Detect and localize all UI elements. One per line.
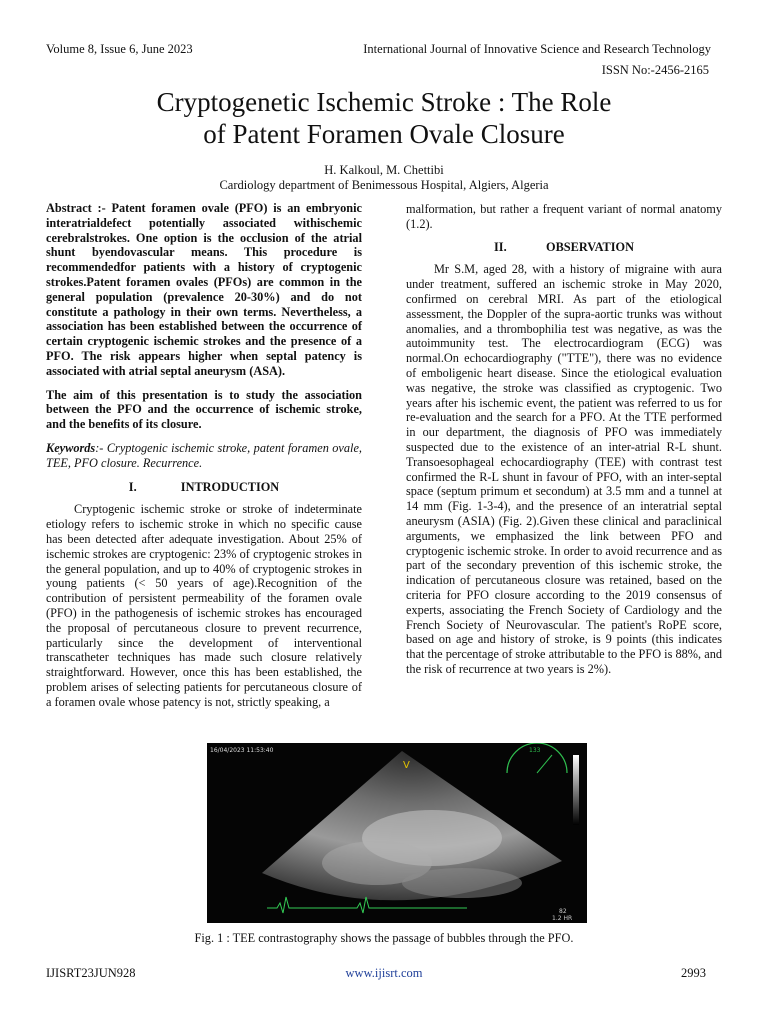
- journal-name: International Journal of Innovative Science and Research Technology: [363, 42, 711, 56]
- keywords-text: :- Cryptogenic ischemic stroke, patent foramen ovale, TEE, PFO closure. Recurrence.: [46, 440, 362, 470]
- section-heading-observation: [406, 240, 722, 255]
- author-affiliation: Cardiology department of Benimessous Hospital, Algiers, Algeria: [219, 178, 549, 192]
- paper-title: [60, 86, 708, 150]
- page-number: 2993: [681, 966, 706, 980]
- echo-timestamp: 16/04/2023 11:53:40: [210, 747, 274, 754]
- introduction-continued: malformation, but rather a frequent variant of normal anatomy (1.2).: [406, 202, 722, 231]
- right-column: [406, 202, 722, 677]
- section-number: II.: [494, 239, 507, 254]
- probe-angle-value: 133: [529, 747, 541, 754]
- probe-angle-needle: [537, 755, 552, 773]
- observation-paragraph: Mr S.M, aged 28, with a history of migraine with aura under treatment, suffered an ischemic stroke in May 2020, confirmed on cerebral MRI. As part of the etiological assessment, the Doppler of the supra-aortic trunks was without anomalies, and a thrombophilia test was negative, as was the autoimmunity test. The electrocardiogram (ECG) was normal.On echocardiography ("TTE"), there was no evidence of emboligenic heart disease. Since the etiological evaluation was negative, the stroke was classified as cryptogenic. Two years after his ischemic event, the patient was referred to us for re-evaluation and the search for a PFO. At the TTE performed in our department, the diagnosis of PFO was immediately suspected due to the existence of an inter-atrial R-L shunt. Transoesophageal echocardiography (TEE) with contrast test confirmed the R-L shunt in favour of PFO, with an inter-septal space (septum primum et secondum) at 3.5 mm and a tunnel at 14 mm (Fig. 1-3-4), and the presence of an interatrial septal aneurysm (ASIA) (Fig. 2).Given these clinical and paraclinical arguments, we emphasized the link between PFO and cryptogenic ischemic stroke. In order to avoid recurrence and as part of the secondary prevention of this ischemic stroke, the indication of percutaneous closure was retained, based on the criteria for PFO closure according to the 2019 consensus of experts, associating the French Society of Cardiology and the French Society of Neurovascular. The patient's RoPE score, based on age and history of stroke, is 9 points (this indicates that the percentage of stroke attributable to the PFO is 88%, and the risk of recurrence at two years is 2%).: [406, 262, 722, 676]
- section-title: OBSERVATION: [546, 239, 634, 254]
- tee-echo-image: [207, 743, 587, 923]
- bubble-cloud: [402, 868, 522, 898]
- section-title: INTRODUCTION: [180, 479, 280, 494]
- journal-url-link[interactable]: www.ijisrt.com: [345, 966, 423, 980]
- abstract-paragraph: Abstract :- Patent foramen ovale (PFO) is an embryonic interatrialdefect potentially associated withischemic cerebralstrokes. One option is the occlusion of the atrial shunt byendovascular means. This procedure is recommendedfor patients with a history of cryptogenic strokes.Patent foramen ovales (PFOs) are common in the general population (prevalence 20-30%) and do not constitute a pathology in their own terms. Nevertheless, a association has been established between the occurrence of certain cryptogenic ischemic strokes and the presence of a PFO. The risk appears higher when septal patency is associated with atrial septal aneurysm (ASA).: [46, 201, 362, 378]
- section-heading-introduction: [46, 480, 362, 495]
- frame-rate: 82: [559, 908, 567, 915]
- paper-code: IJISRT23JUN928: [46, 966, 136, 980]
- keywords-label: Keywords: [46, 440, 96, 455]
- heart-rate: 1.2 HR: [552, 915, 573, 922]
- figure-caption: Fig. 1 : TEE contrastography shows the passage of bubbles through the PFO.: [194, 931, 574, 945]
- author-names: H. Kalkoul, M. Chettibi: [324, 163, 444, 177]
- volume-issue: Volume 8, Issue 6, June 2023: [46, 42, 193, 56]
- orientation-marker: V: [403, 760, 410, 771]
- section-number: I.: [128, 479, 137, 494]
- title-line-1: Cryptogenetic Ischemic Stroke : The Role: [156, 87, 612, 117]
- grayscale-bar: [573, 755, 579, 825]
- title-line-2: of Patent Foramen Ovale Closure: [203, 119, 565, 149]
- issn-number: ISSN No:-2456-2165: [601, 63, 709, 77]
- introduction-paragraph: Cryptogenic ischemic stroke or stroke of indeterminate etiology refers to ischemic stroke in which no specific cause has been detected after adequate investigation. About 25% of ischemic strokes are cryptogenic: 23% of cryptogenic strokes in the general population, and up to 40% of cryptogenic strokes in young patients (< 50 years of age).Recognition of the contribution of persistent permeability of the foramen ovale (PFO) in the pathogenesis of ischemic strokes has encouraged the proposal of percutaneous closure to prevent recurrence, particularly since the development of interventional transcatheter techniques has made such closure relatively straightforward. However, once this has been established, the problem arises of selecting patients for percutaneous closure of a foramen ovale whose patency is not, strictly speaking, a: [46, 502, 362, 709]
- abstract-aim-paragraph: The aim of this presentation is to study the association between the PFO and the occurrence of ischemic stroke, and the benefits of its closure.: [46, 387, 362, 432]
- ecg-trace: [267, 897, 467, 913]
- author-block: [0, 163, 768, 193]
- keywords: [46, 441, 362, 471]
- left-column: [46, 201, 362, 710]
